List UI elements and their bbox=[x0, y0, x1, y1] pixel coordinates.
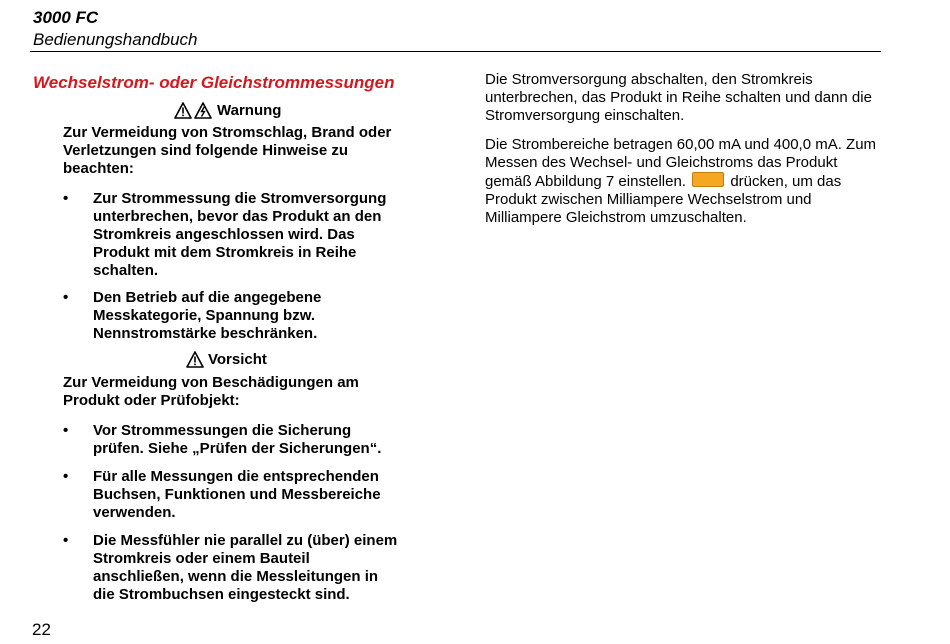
instruction-paragraph-2: Die Strombereiche betragen 60,00 mA und 400,0 mA. Zum Messen des Wechsel- und Gleichstroms das Produkt gemäß Abbildung 7 einstellen. drücken, um das Produkt zwischen Milliampere Wechselstrom und Milliampere Gleichstrom umzuschalten. bbox=[485, 136, 877, 226]
caution-item: • Die Messfühler nie parallel zu (über) einem Stromkreis oder einem Bauteil anschließen, wenn die Messleitungen in die Strombuchsen eingesteckt sind. bbox=[63, 532, 398, 603]
bullet-icon: • bbox=[63, 289, 69, 306]
bullet-icon: • bbox=[63, 190, 69, 207]
warning-triangles-icon bbox=[174, 102, 214, 119]
caution-intro: Zur Vermeidung von Beschädigungen am Produkt oder Prüfobjekt: bbox=[63, 374, 359, 409]
warning-item: • Zur Strommessung die Stromversorgung unterbrechen, bevor das Produkt an den Stromkreis angeschlossen wird. Das Produkt mit dem Stromkreis in Reihe schalten. bbox=[63, 190, 387, 279]
manual-subtitle: Bedienungshandbuch bbox=[33, 30, 198, 49]
header-divider bbox=[30, 51, 881, 52]
page-number: 22 bbox=[32, 620, 51, 639]
instruction-paragraph-1: Die Stromversorgung abschalten, den Stromkreis unterbrechen, das Produkt in Reihe schalten und dann die Stromversorgung einschalten. bbox=[485, 71, 872, 124]
orange-function-key-icon bbox=[692, 172, 724, 187]
section-title: Wechselstrom- oder Gleichstrommessungen bbox=[33, 73, 395, 92]
bullet-icon: • bbox=[63, 532, 69, 549]
caution-item: • Für alle Messungen die entsprechenden Buchsen, Funktionen und Messbereiche verwenden. bbox=[63, 468, 381, 521]
manual-product-title: 3000 FC bbox=[33, 8, 99, 27]
caution-heading bbox=[186, 350, 267, 369]
warning-label: Warnung bbox=[217, 102, 282, 119]
caution-item: • Vor Strommessungen die Sicherung prüfen. Siehe „Prüfen der Sicherungen“. bbox=[63, 422, 382, 457]
bullet-icon: • bbox=[63, 468, 69, 485]
warning-heading bbox=[174, 101, 281, 120]
bullet-icon: • bbox=[63, 422, 69, 439]
warning-intro: Zur Vermeidung von Stromschlag, Brand oder Verletzungen sind folgende Hinweise zu beachten: bbox=[63, 124, 392, 177]
warning-item: • Den Betrieb auf die angegebene Messkategorie, Spannung bzw. Nennstromstärke beschränken. bbox=[63, 289, 322, 342]
caution-triangle-icon bbox=[186, 351, 205, 368]
caution-label: Vorsicht bbox=[208, 351, 267, 368]
